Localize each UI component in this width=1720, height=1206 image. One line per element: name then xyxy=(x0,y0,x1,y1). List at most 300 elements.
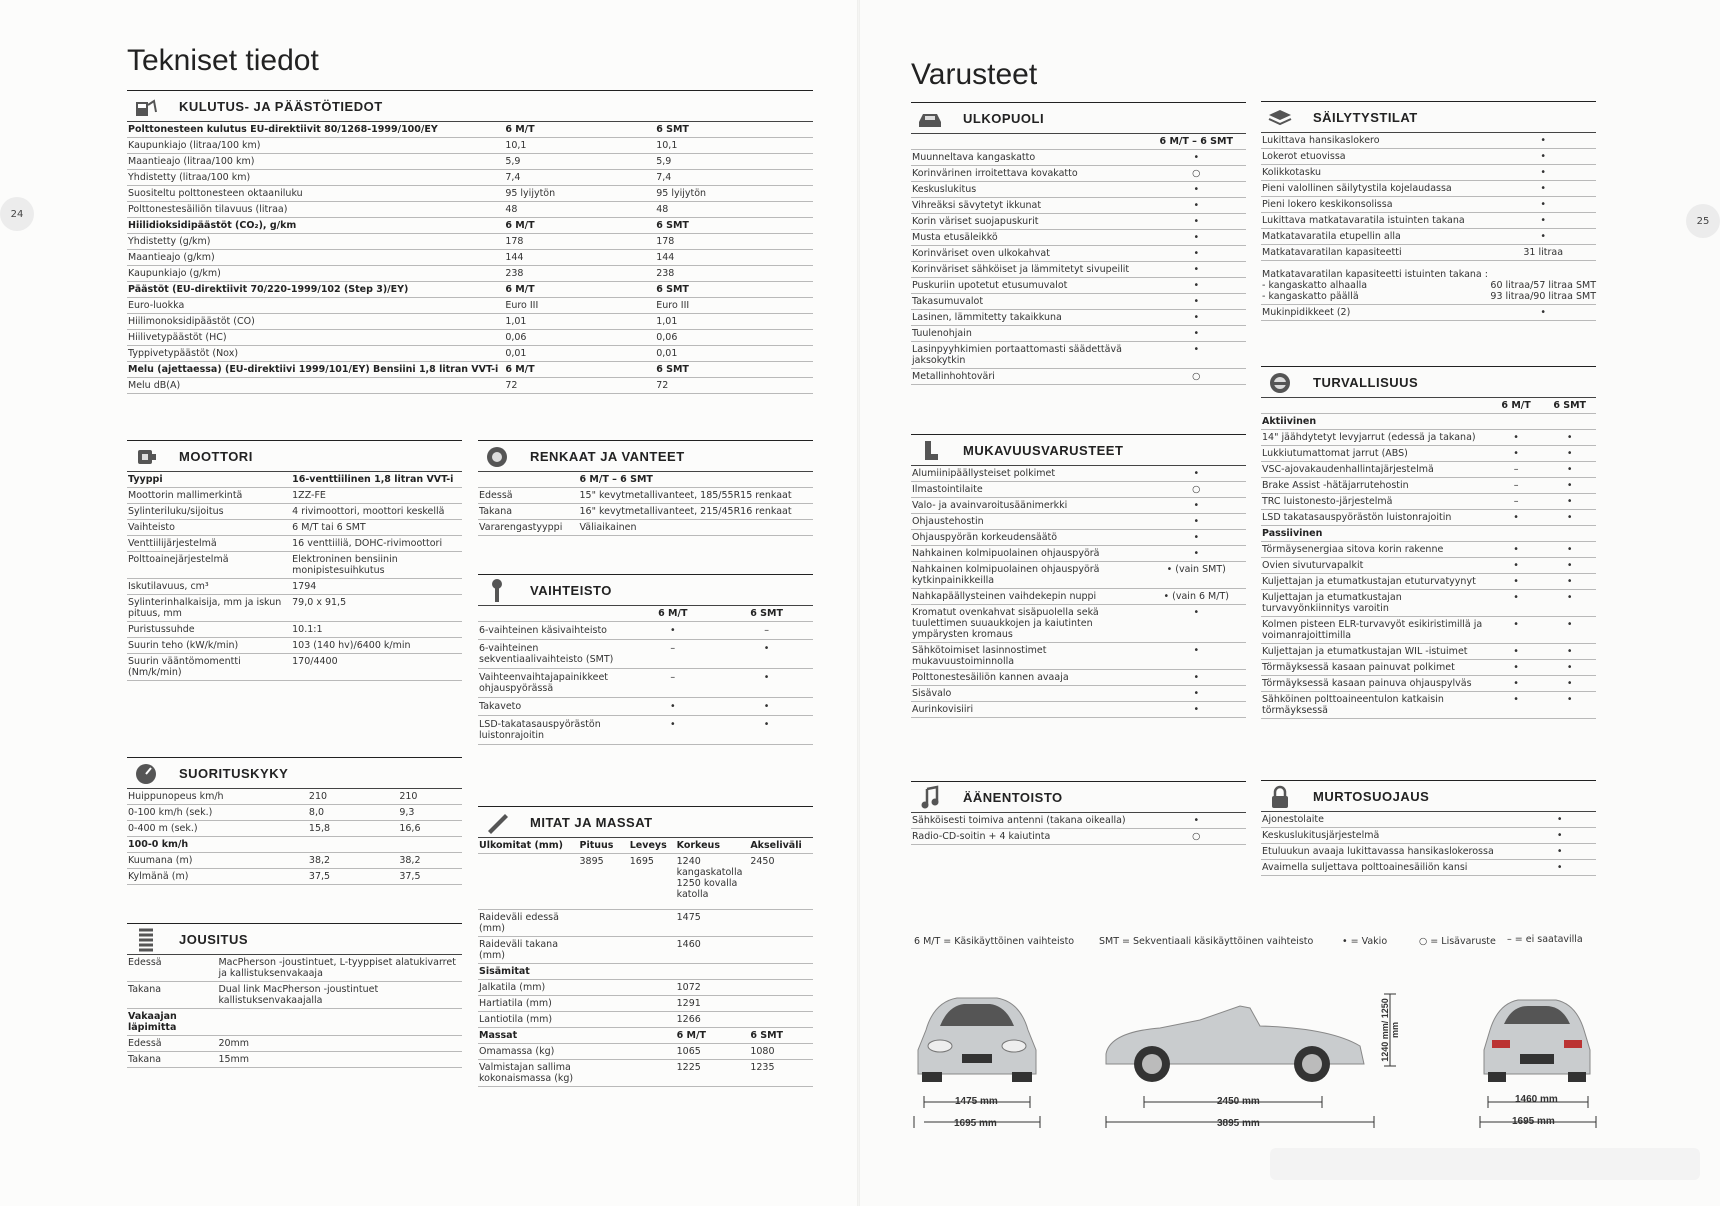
table-cell: 0-400 m (sek.) xyxy=(127,821,308,837)
table-cell: Nahkapäällysteinen vaihdekepin nuppi xyxy=(911,589,1146,605)
table-row xyxy=(1261,462,1596,478)
table-cell: Ohjauspyörän korkeudensäätö xyxy=(911,530,1146,546)
table-cell: • xyxy=(1542,494,1596,510)
table-cell: 0,01 xyxy=(655,346,813,362)
table-cell: 6 M/T xyxy=(504,218,655,234)
table-row xyxy=(127,805,462,821)
table-cell: 38,2 xyxy=(398,853,462,869)
section-turvallisuus: TURVALLISUUS 6 M/T 6 SMT Aktiivinen 14" jäähdytetyt levyjarrut (edessä ja takana) • • Lukkiutumattomat jarrut (ABS) • • VSC-ajovakaudenhallintajärjestelmä – • Brake Assist -hätäjarrutehostin – • TRC luistonesto-järjestelmä – • LSD takatasauspyörästön luistonrajoitin • • Passiivinen Törmäysenergiaa sitova korin rakenne • • Ovien sivuturvapalkit • • Kuljettajan ja etumatkustajan etuturvatyynyt • • Kuljettajan ja etumatkustajan turvavyönkiinnitys varoitin • • Kolmen pisteen ELR-turvavyöt esikiristimillä ja voimanrajoittimilla • • Kuljettajan ja etumatkustajan WIL -istuimet • • Törmäyksessä kasaan painuvat polkimet • • Törmäyksessä kasaan painuva ohjauspylväs • • Sähköinen polttoaineentulon katkaisin törmäyksessä • • xyxy=(1261,366,1596,719)
table-row xyxy=(911,498,1246,514)
table-cell: • xyxy=(1542,558,1596,574)
table-cell: 9,3 xyxy=(398,805,462,821)
table-cell: Tyyppi xyxy=(127,472,291,488)
table-cell: 10.1:1 xyxy=(291,622,462,638)
table-cell: Aktiivinen xyxy=(1261,414,1489,430)
table-cell: Hiilivetypäästöt (HC) xyxy=(127,330,504,346)
table-row xyxy=(127,837,462,853)
table-row xyxy=(1261,574,1596,590)
table-cell: • xyxy=(1146,530,1247,546)
left-page-title: Tekniset tiedot xyxy=(127,44,319,77)
table-cell: Alumiinipäällysteiset polkimet xyxy=(911,466,1146,482)
table-cell: • xyxy=(1146,342,1247,369)
table-cell: • xyxy=(625,698,719,716)
table-row xyxy=(1261,558,1596,574)
table-cell: Sylinterinhalkaisija, mm ja iskun pituus, mm xyxy=(127,595,291,622)
table-cell: 1065 xyxy=(676,1044,750,1060)
table-row xyxy=(127,869,462,885)
table-cell: 6 SMT xyxy=(1542,398,1596,414)
table-cell: MacPherson -joustintuet, L-tyyppiset alatukivarret ja kallistuksenvakaaja xyxy=(217,955,462,982)
table-cell: Polttonestesäiliön tilavuus (litraa) xyxy=(127,202,504,218)
table-cell: • xyxy=(1522,812,1596,828)
table-cell: Moottorin mallimerkintä xyxy=(127,488,291,504)
table-cell: • xyxy=(1522,860,1596,876)
table-row xyxy=(127,330,813,346)
vaihteisto-table xyxy=(478,606,813,745)
table-cell: 16" kevytmetallivanteet, 215/45R16 renkaat xyxy=(579,504,814,520)
table-row xyxy=(911,546,1246,562)
table-cell: Sähköisesti toimiva antenni (takana oikealla) xyxy=(911,813,1146,829)
table-cell: Valo- ja avainvaroitusäänimerkki xyxy=(911,498,1146,514)
table-cell: 6 SMT xyxy=(655,282,813,298)
section-mitat: MITAT JA MASSAT Ulkomitat (mm) Pituus Leveys Korkeus Akseliväli 3895 1695 1240 kangaskatolla 1250 kovalla katolla 2450 Raideväli edessä (mm) 1475 Raideväli takana (mm) 1460 Sisämitat Jalkatila (mm) 1072 Hartiatila (mm) 1291 Lantiotila (mm) 1266 Massat 6 M/T 6 SMT Omamassa (kg) 1065 1080 Valmistajan sallima kokonaismassa (kg) 1225 1235 xyxy=(478,806,813,1087)
table-cell: Etuluukun avaaja lukittavassa hansikaslokerossa xyxy=(1261,844,1522,860)
table-row xyxy=(1261,590,1596,617)
table-cell: Maantieajo (g/km) xyxy=(127,250,504,266)
table-cell: Massat xyxy=(478,1028,579,1044)
table-cell: • xyxy=(1489,149,1596,165)
table-cell: Yhdistetty (g/km) xyxy=(127,234,504,250)
table-cell: Radio-CD-soitin + 4 kaiutinta xyxy=(911,829,1146,845)
table-cell: 0,06 xyxy=(504,330,655,346)
table-cell: Törmäyksessä kasaan painuvat polkimet xyxy=(1261,660,1489,676)
table-cell: • xyxy=(1146,198,1247,214)
table-row xyxy=(127,234,813,250)
table-cell: 14" jäähdytetyt levyjarrut (edessä ja takana) xyxy=(1261,430,1489,446)
table-cell: Päästöt (EU-direktiivit 70/220-1999/102 (Step 3)/EY) xyxy=(127,282,504,298)
table-cell: Muunneltava kangaskatto xyxy=(911,150,1146,166)
table-cell xyxy=(398,837,462,853)
table-cell: Yhdistetty (litraa/100 km) xyxy=(127,170,504,186)
table-cell: – xyxy=(625,669,719,698)
table-cell: Kromatut ovenkahvat sisäpuolella sekä tuulettimen suuaukkojen ja kaiutinten ympärysten kromaus xyxy=(911,605,1146,643)
table-row xyxy=(478,964,813,980)
table-row xyxy=(1261,261,1596,305)
table-row xyxy=(127,955,462,982)
table-cell: Passiivinen xyxy=(1261,526,1489,542)
capacity-up: - kangaskatto päällä xyxy=(1262,291,1359,302)
faint-watermark xyxy=(1270,1142,1700,1186)
table-cell: Korinväriset oven ulkokahvat xyxy=(911,246,1146,262)
jousitus-table xyxy=(127,955,462,1068)
table-cell: Korinvärinen irroitettava kovakatto xyxy=(911,166,1146,182)
table-row xyxy=(1261,510,1596,526)
table-row xyxy=(127,378,813,394)
table-row xyxy=(127,552,462,579)
capacity-label: Matkatavaratilan kapasiteetti istuinten takana : xyxy=(1262,269,1488,280)
table-row xyxy=(1261,398,1596,414)
table-cell: 95 lyijytön xyxy=(504,186,655,202)
table-cell: Kolmen pisteen ELR-turvavyöt esikiristimillä ja voimanrajoittimilla xyxy=(1261,617,1489,644)
table-cell: Suurin teho (kW/k/min) xyxy=(127,638,291,654)
table-cell: 1080 xyxy=(749,1044,813,1060)
table-cell xyxy=(1489,526,1543,542)
table-cell: Ilmastointilaite xyxy=(911,482,1146,498)
capacity-up-value: 93 litraa/90 litraa SMT xyxy=(1490,291,1596,302)
table-cell: 6-vaihteinen käsivaihteisto xyxy=(478,622,625,640)
table-cell: • xyxy=(1542,660,1596,676)
table-row xyxy=(911,278,1246,294)
table-cell: 238 xyxy=(504,266,655,282)
table-cell: 8,0 xyxy=(308,805,398,821)
table-cell: Brake Assist -hätäjarrutehostin xyxy=(1261,478,1489,494)
table-cell: 100-0 km/h xyxy=(127,837,308,853)
table-cell xyxy=(478,606,625,622)
section-moottori: MOOTTORI Tyyppi 16-venttiilinen 1,8 litran VVT-i Moottorin mallimerkintä 1ZZ-FE Sylinteriluku/sijoitus 4 rivimoottori, moottori keskellä Vaihteisto 6 M/T tai 6 SMT Venttiilijärjestelmä 16 venttiiliä, DOHC-rivimoottori Polttoainejärjestelmä Elektroninen bensiinin monipistesuihkutus Iskutilavuus, cm³ 1794 Sylinterinhalkaisija, mm ja iskun pituus, mm 79,0 x 91,5 Puristussuhde 10.1:1 Suurin teho (kW/k/min) 103 (140 hv)/6400 k/min Suurin vääntömomentti (Nm/k/min) 170/4400 xyxy=(127,440,462,681)
table-cell: 1240 kangaskatolla 1250 kovalla katolla xyxy=(676,854,750,910)
table-row xyxy=(127,638,462,654)
table-cell: 6 M/T xyxy=(676,1028,750,1044)
table-cell: Vaihteenvaihtajapainikkeet ohjauspyörässä xyxy=(478,669,625,698)
table-row xyxy=(1261,245,1596,261)
table-row xyxy=(911,166,1246,182)
table-cell: • xyxy=(1489,305,1596,321)
table-cell: • xyxy=(1489,133,1596,149)
table-cell: • xyxy=(1489,644,1543,660)
table-row xyxy=(911,198,1246,214)
table-row xyxy=(911,589,1246,605)
table-row xyxy=(127,595,462,622)
table-cell: • xyxy=(1146,498,1247,514)
table-row xyxy=(127,488,462,504)
page-number-right: 25 xyxy=(1686,204,1720,238)
mukavuus-table xyxy=(911,466,1246,718)
table-cell: Suurin vääntömomentti (Nm/k/min) xyxy=(127,654,291,681)
table-row xyxy=(911,134,1246,150)
table-cell: 6 M/T – 6 SMT xyxy=(579,472,814,488)
table-cell: • xyxy=(1146,214,1247,230)
table-row xyxy=(1261,542,1596,558)
table-cell xyxy=(749,1012,813,1028)
ulkopuoli-table xyxy=(911,134,1246,385)
table-row xyxy=(127,202,813,218)
table-cell: • xyxy=(1146,686,1247,702)
table-row xyxy=(911,813,1246,829)
table-cell xyxy=(579,910,676,937)
table-cell: 0,06 xyxy=(655,330,813,346)
table-cell: Törmäyksessä kasaan painuva ohjauspylväs xyxy=(1261,676,1489,692)
table-row xyxy=(127,186,813,202)
table-cell: • xyxy=(1542,510,1596,526)
table-cell: Mukinpidikkeet (2) xyxy=(1261,305,1489,321)
table-cell: Takana xyxy=(127,1052,217,1068)
car-rear-view xyxy=(1478,990,1596,1086)
table-row xyxy=(911,342,1246,369)
table-cell: 6 SMT xyxy=(749,1028,813,1044)
table-cell: Nahkainen kolmipuolainen ohjauspyörä kytkinpainikkeilla xyxy=(911,562,1146,589)
table-cell: Pieni lokero keskikonsolissa xyxy=(1261,197,1489,213)
table-row xyxy=(1261,197,1596,213)
table-cell: • xyxy=(1489,558,1543,574)
table-cell: Hiilimonoksidipäästöt (CO) xyxy=(127,314,504,330)
table-cell: 210 xyxy=(308,789,398,805)
table-cell: • xyxy=(1542,542,1596,558)
table-cell: VSC-ajovakaudenhallintajärjestelmä xyxy=(1261,462,1489,478)
right-page-title: Varusteet xyxy=(911,58,1038,91)
table-row xyxy=(911,182,1246,198)
table-cell: Venttiilijärjestelmä xyxy=(127,536,291,552)
table-cell xyxy=(217,1009,462,1036)
table-cell: • xyxy=(625,622,719,640)
table-row xyxy=(127,282,813,298)
table-cell: Törmäysenergiaa sitova korin rakenne xyxy=(1261,542,1489,558)
table-cell: • xyxy=(1542,430,1596,446)
table-cell: 37,5 xyxy=(308,869,398,885)
table-row xyxy=(478,980,813,996)
table-row xyxy=(911,294,1246,310)
table-cell: 1291 xyxy=(676,996,750,1012)
table-cell: – xyxy=(1489,462,1543,478)
table-cell: 15mm xyxy=(217,1052,462,1068)
table-cell xyxy=(1489,414,1543,430)
table-cell: 144 xyxy=(655,250,813,266)
table-cell: Raideväli takana (mm) xyxy=(478,937,579,964)
table-cell: ○ xyxy=(1146,829,1247,845)
table-cell: Ulkomitat (mm) xyxy=(478,838,579,854)
table-cell: Pituus xyxy=(579,838,629,854)
dim-front-width: 1695 mm xyxy=(954,1118,997,1129)
table-cell: 1225 xyxy=(676,1060,750,1087)
table-cell: 6 M/T xyxy=(504,362,655,378)
table-cell: • xyxy=(1542,478,1596,494)
table-cell: • xyxy=(1489,590,1543,617)
table-cell: 1475 xyxy=(676,910,750,937)
table-cell: 1072 xyxy=(676,980,750,996)
gear-lever-icon xyxy=(482,579,512,603)
table-cell: 0,01 xyxy=(504,346,655,362)
table-cell: Lasinen, lämmitetty takaikkuna xyxy=(911,310,1146,326)
table-cell: Metallinhohtoväri xyxy=(911,369,1146,385)
table-row xyxy=(127,266,813,282)
table-cell: Matkatavaratila etupellin alla xyxy=(1261,229,1489,245)
table-row xyxy=(127,170,813,186)
table-cell: Kaupunkiajo (g/km) xyxy=(127,266,504,282)
table-cell: 16-venttiilinen 1,8 litran VVT-i xyxy=(291,472,462,488)
table-row xyxy=(911,326,1246,342)
table-cell: • xyxy=(1146,294,1247,310)
table-cell: Matkatavaratilan kapasiteetti xyxy=(1261,245,1489,261)
table-cell: 6 M/T – 6 SMT xyxy=(1146,134,1247,150)
table-cell xyxy=(1542,526,1596,542)
table-cell: Ohjaustehostin xyxy=(911,514,1146,530)
table-row xyxy=(127,1052,462,1068)
table-cell: 2450 xyxy=(749,854,813,910)
table-cell: 238 xyxy=(655,266,813,282)
table-cell: 16,6 xyxy=(398,821,462,837)
dim-rear-track: 1460 mm xyxy=(1515,1094,1558,1105)
table-cell: Euro III xyxy=(504,298,655,314)
table-cell xyxy=(749,937,813,964)
table-cell: Takana xyxy=(478,504,579,520)
table-cell: • xyxy=(1146,326,1247,342)
table-cell xyxy=(579,1044,676,1060)
table-cell: 6 M/T xyxy=(504,282,655,298)
table-cell: 6 M/T xyxy=(1489,398,1543,414)
table-row xyxy=(478,1044,813,1060)
table-row xyxy=(127,250,813,266)
table-cell xyxy=(478,472,579,488)
section-suorituskyky: SUORITUSKYKY Huippunopeus km/h 210 210 0-100 km/h (sek.) 8,0 9,3 0-400 m (sek.) 15,8 16,6 100-0 km/h Kuumana (m) 38,2 38,2 Kylmänä (m) 37,5 37,5 xyxy=(127,757,462,885)
table-cell: Valmistajan sallima kokonaismassa (kg) xyxy=(478,1060,579,1087)
table-row xyxy=(1261,494,1596,510)
table-cell: Hiilidioksidipäästöt (CO₂), g/km xyxy=(127,218,504,234)
table-cell xyxy=(579,996,676,1012)
table-cell: • xyxy=(719,698,813,716)
table-row xyxy=(478,698,813,716)
table-cell: • xyxy=(1542,617,1596,644)
table-cell xyxy=(1261,398,1489,414)
table-row xyxy=(1261,414,1596,430)
table-cell: • xyxy=(719,716,813,745)
table-row xyxy=(478,488,813,504)
table-cell: Vihreäksi sävytetyt ikkunat xyxy=(911,198,1146,214)
dim-wheelbase: 2450 mm xyxy=(1217,1096,1260,1107)
table-cell: 178 xyxy=(504,234,655,250)
table-cell: – xyxy=(719,622,813,640)
table-cell: 37,5 xyxy=(398,869,462,885)
wheel-icon xyxy=(482,445,512,469)
table-row xyxy=(1261,617,1596,644)
table-cell: 6 SMT xyxy=(655,362,813,378)
section-mukavuus: MUKAVUUSVARUSTEET Alumiinipäällysteiset polkimet • Ilmastointilaite ○ Valo- ja avainvaroitusäänimerkki • Ohjaustehostin • Ohjauspyörän korkeudensäätö • Nahkainen kolmipuolainen ohjauspyörä • Nahkainen kolmipuolainen ohjauspyörä kytkinpainikkeilla • (vain SMT) Nahkapäällysteinen vaihdekepin nuppi • (vain 6 M/T) Kromatut ovenkahvat sisäpuolella sekä tuulettimen suuaukkojen ja kaiutinten ympärysten kromaus • Sähkötoimiset lasinnostimet mukavuustoiminnolla • Polttonestesäiliön kannen avaaja • Sisävalo • Aurinkovisiiri • xyxy=(911,434,1246,718)
table-cell: 1695 xyxy=(629,854,676,910)
table-cell: Kolikkotasku xyxy=(1261,165,1489,181)
dim-length: 3895 mm xyxy=(1217,1118,1260,1129)
table-cell: • xyxy=(1489,446,1543,462)
table-cell: LSD takatasauspyörästön luistonrajoitin xyxy=(1261,510,1489,526)
table-cell: 72 xyxy=(655,378,813,394)
section-sailytys: SÄILYTYSTILAT Lukittava hansikaslokero • Lokerot etuovissa • Kolikkotasku • Pieni valollinen säilytystila kojelaudassa • Pieni lokero keskikonsolissa • Lukittava matkatavaratila istuinten takana • Matkatavaratila etupellin alla • Matkatavaratilan kapasiteetti 31 litraa Matkatavaratilan kapasiteetti istuinten takana : - kangaskatto alhaalla - kangaskatto päällä 60 litraa/57 litraa SMT 93 litraa/90 litraa SMT Mukinpidikkeet (2) • xyxy=(1261,101,1596,321)
music-note-icon xyxy=(915,786,945,810)
moottori-table xyxy=(127,472,462,681)
table-cell: 0-100 km/h (sek.) xyxy=(127,805,308,821)
table-row xyxy=(1261,860,1596,876)
table-cell: 103 (140 hv)/6400 k/min xyxy=(291,638,462,654)
table-cell: 1ZZ-FE xyxy=(291,488,462,504)
table-cell xyxy=(1489,261,1596,305)
renkaat-table xyxy=(478,472,813,536)
table-cell: • xyxy=(1146,605,1247,643)
table-cell: 144 xyxy=(504,250,655,266)
table-cell: 6 M/T xyxy=(504,122,655,138)
table-cell xyxy=(749,964,813,980)
table-row xyxy=(1261,165,1596,181)
lock-icon xyxy=(1265,785,1295,809)
fuel-pump-icon xyxy=(131,95,161,119)
table-row xyxy=(1261,660,1596,676)
table-cell: Tuulenohjain xyxy=(911,326,1146,342)
table-row xyxy=(478,504,813,520)
table-row xyxy=(911,482,1246,498)
table-cell: 1460 xyxy=(676,937,750,964)
sailytys-table xyxy=(1261,133,1596,321)
table-cell: • xyxy=(1146,813,1247,829)
table-cell: • xyxy=(1146,262,1247,278)
table-row xyxy=(911,369,1246,385)
table-cell: Euro-luokka xyxy=(127,298,504,314)
table-row xyxy=(127,520,462,536)
table-cell: 48 xyxy=(655,202,813,218)
table-row xyxy=(478,854,813,910)
car-side-view xyxy=(1100,998,1370,1088)
table-row xyxy=(127,122,813,138)
table-row xyxy=(127,853,462,869)
table-cell: Puskuriin upotetut etusumuvalot xyxy=(911,278,1146,294)
table-cell: Edessä xyxy=(127,1036,217,1052)
table-cell: Musta etusäleikkö xyxy=(911,230,1146,246)
table-cell: 48 xyxy=(504,202,655,218)
table-row xyxy=(911,670,1246,686)
suorituskyky-table xyxy=(127,789,462,885)
table-cell: 72 xyxy=(504,378,655,394)
table-cell: • (vain SMT) xyxy=(1146,562,1247,589)
table-cell: • xyxy=(1146,150,1247,166)
table-cell: • xyxy=(1146,670,1247,686)
table-cell: Suositeltu polttonesteen oktaaniluku xyxy=(127,186,504,202)
table-cell: • xyxy=(1522,828,1596,844)
table-row xyxy=(1261,812,1596,828)
table-cell: • xyxy=(719,669,813,698)
table-cell: Kuljettajan ja etumatkustajan turvavyönkiinnitys varoitin xyxy=(1261,590,1489,617)
table-cell: • xyxy=(1489,617,1543,644)
table-cell: 31 litraa xyxy=(1489,245,1596,261)
kulutus-table xyxy=(127,122,813,394)
table-cell: • (vain 6 M/T) xyxy=(1146,589,1247,605)
table-cell xyxy=(579,1028,676,1044)
table-row xyxy=(127,654,462,681)
table-cell: Elektroninen bensiinin monipistesuihkutus xyxy=(291,552,462,579)
table-row xyxy=(478,1012,813,1028)
table-cell: 1266 xyxy=(676,1012,750,1028)
table-cell: 7,4 xyxy=(504,170,655,186)
table-row xyxy=(127,579,462,595)
section-ulkopuoli: ULKOPUOLI 6 M/T – 6 SMT Muunneltava kangaskatto • Korinvärinen irroitettava kovakatto ○ Keskuslukitus • Vihreäksi sävytetyt ikkunat • Korin väriset suojapuskurit • Musta etusäleikkö • Korinväriset oven ulkokahvat • Korinväriset sähköiset ja lämmitetyt sivupeilit • Puskuriin upotetut etusumuvalot • Takasumuvalot • Lasinen, lämmitetty takaikkuna • Tuulenohjain • Lasinpyyhkimien portaattomasti säädettävä jaksokytkin • Metallinhohtoväri ○ xyxy=(911,102,1246,385)
table-row xyxy=(127,154,813,170)
table-cell: Iskutilavuus, cm³ xyxy=(127,579,291,595)
table-row xyxy=(478,1060,813,1087)
table-row xyxy=(127,472,462,488)
table-row xyxy=(127,362,813,378)
table-cell: • xyxy=(1489,510,1543,526)
table-row xyxy=(478,622,813,640)
table-cell: 6 M/T xyxy=(625,606,719,622)
table-cell: Kylmänä (m) xyxy=(127,869,308,885)
table-row xyxy=(1261,526,1596,542)
table-cell: • xyxy=(1146,310,1247,326)
table-cell: – xyxy=(1489,494,1543,510)
ruler-icon xyxy=(482,811,512,835)
table-row xyxy=(478,910,813,937)
table-row xyxy=(911,530,1246,546)
spring-icon xyxy=(131,928,161,952)
table-cell: Keskuslukitus xyxy=(911,182,1146,198)
table-cell: Sähköinen polttoaineentulon katkaisin törmäyksessä xyxy=(1261,692,1489,719)
table-row xyxy=(478,472,813,488)
table-cell: Typpivetypäästöt (Nox) xyxy=(127,346,504,362)
capacity-down-value: 60 litraa/57 litraa SMT xyxy=(1490,280,1596,291)
table-row xyxy=(478,937,813,964)
table-cell: Euro III xyxy=(655,298,813,314)
